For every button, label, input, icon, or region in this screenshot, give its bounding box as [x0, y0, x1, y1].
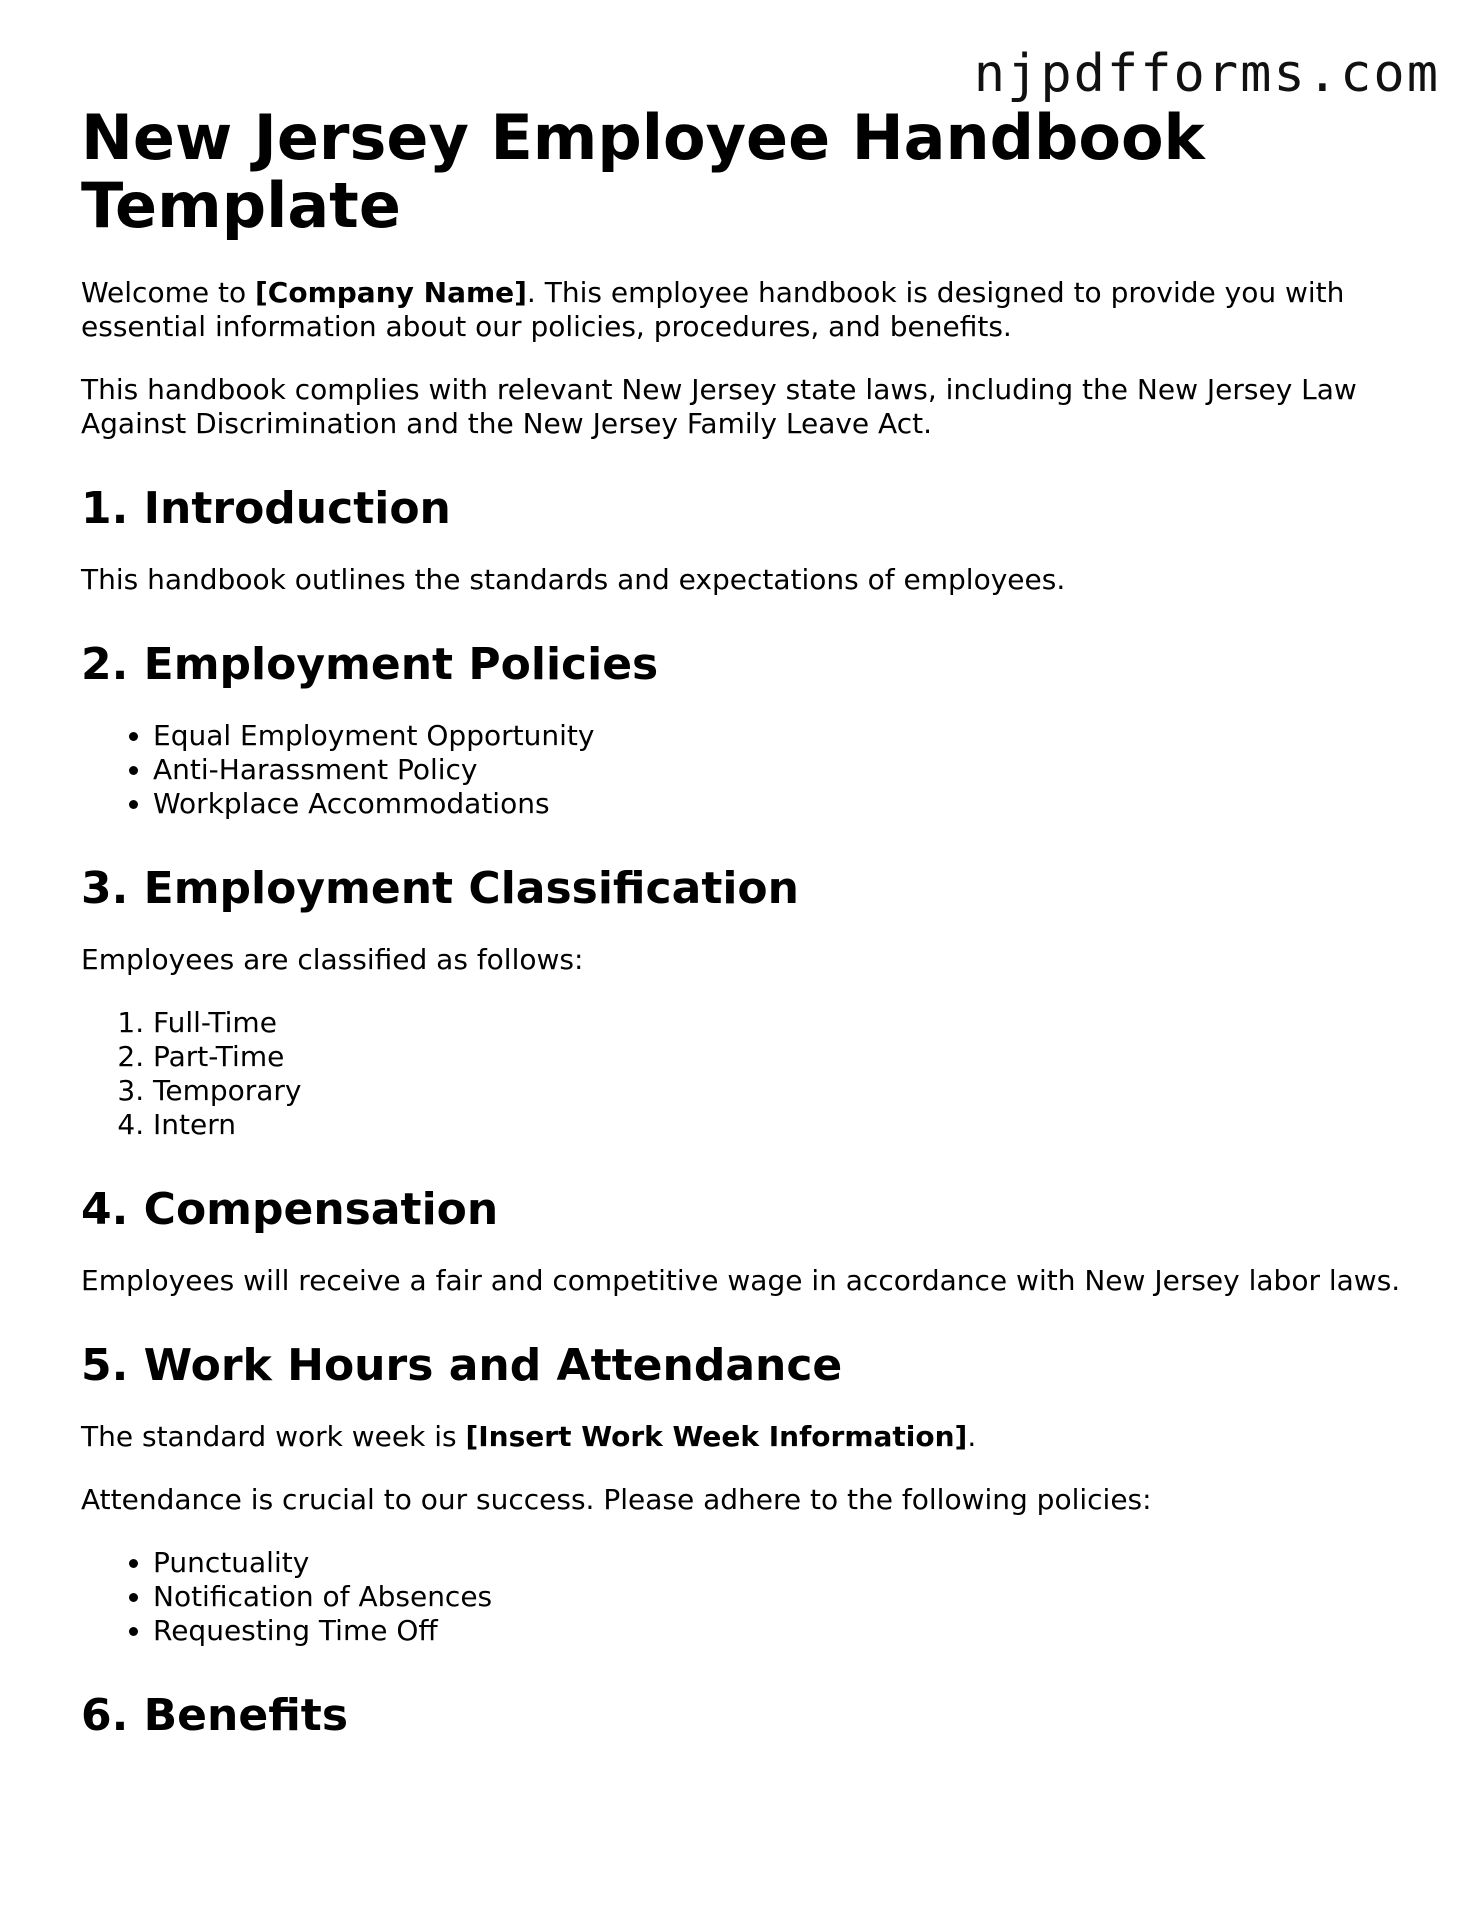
- attendance-text: Attendance is crucial to our success. Please adhere to the following policies:: [81, 1483, 1152, 1516]
- attendance-list: [81, 1546, 1411, 1648]
- section-heading-hours: 5. Work Hours and Attendance: [81, 1340, 843, 1391]
- list-item: • Workplace Accommodations: [153, 787, 1411, 821]
- document-page: [81, 101, 1411, 1770]
- introduction-text: This handbook outlines the standards and expectations of employees.: [81, 563, 1066, 596]
- policies-list: [81, 719, 1411, 821]
- list-item: 2. Part-Time: [153, 1040, 1411, 1074]
- list-item: 3. Temporary: [153, 1074, 1411, 1108]
- list-item: • Equal Employment Opportunity: [153, 719, 1411, 753]
- list-item: • Notification of Absences: [153, 1580, 1411, 1614]
- work-week-placeholder: [Insert Work Week Information]: [465, 1420, 968, 1453]
- work-week-text-start: The standard work week is: [81, 1420, 466, 1453]
- intro-paragraph-welcome: [81, 276, 1411, 344]
- watermark: njpdfforms.com: [973, 44, 1440, 104]
- list-item: 1. Full-Time: [153, 1006, 1411, 1040]
- list-item: • Anti-Harassment Policy: [153, 753, 1411, 787]
- section-heading-compensation: 4. Compensation: [81, 1184, 499, 1235]
- list-item: 4. Intern: [153, 1108, 1411, 1142]
- page-title: New Jersey Employee Handbook Template: [81, 101, 1205, 242]
- section-heading-policies: 2. Employment Policies: [81, 639, 659, 690]
- company-name-placeholder: [Company Name]: [255, 276, 527, 309]
- intro-text-end: . This employee handbook is designed to provide you with essential information about our policies, procedures, and benefits.: [81, 276, 1345, 343]
- section-heading-introduction: 1. Introduction: [81, 483, 451, 534]
- intro-paragraph-compliance: This handbook complies with relevant New Jersey state laws, including the New Jersey Law Against Discrimination and the New Jersey Family Leave Act.: [81, 373, 1357, 440]
- list-item: • Punctuality: [153, 1546, 1411, 1580]
- work-week-text: [81, 1420, 1411, 1454]
- compensation-text: Employees will receive a fair and competitive wage in accordance with New Jersey labor laws.: [81, 1264, 1401, 1297]
- intro-text-start: Welcome to: [81, 276, 255, 309]
- classification-list: [81, 1006, 1411, 1142]
- section-heading-benefits: 6. Benefits: [81, 1690, 349, 1741]
- section-heading-classification: 3. Employment Classification: [81, 863, 799, 914]
- list-item: • Requesting Time Off: [153, 1614, 1411, 1648]
- work-week-text-end: .: [967, 1420, 977, 1453]
- classification-text: Employees are classified as follows:: [81, 943, 584, 976]
